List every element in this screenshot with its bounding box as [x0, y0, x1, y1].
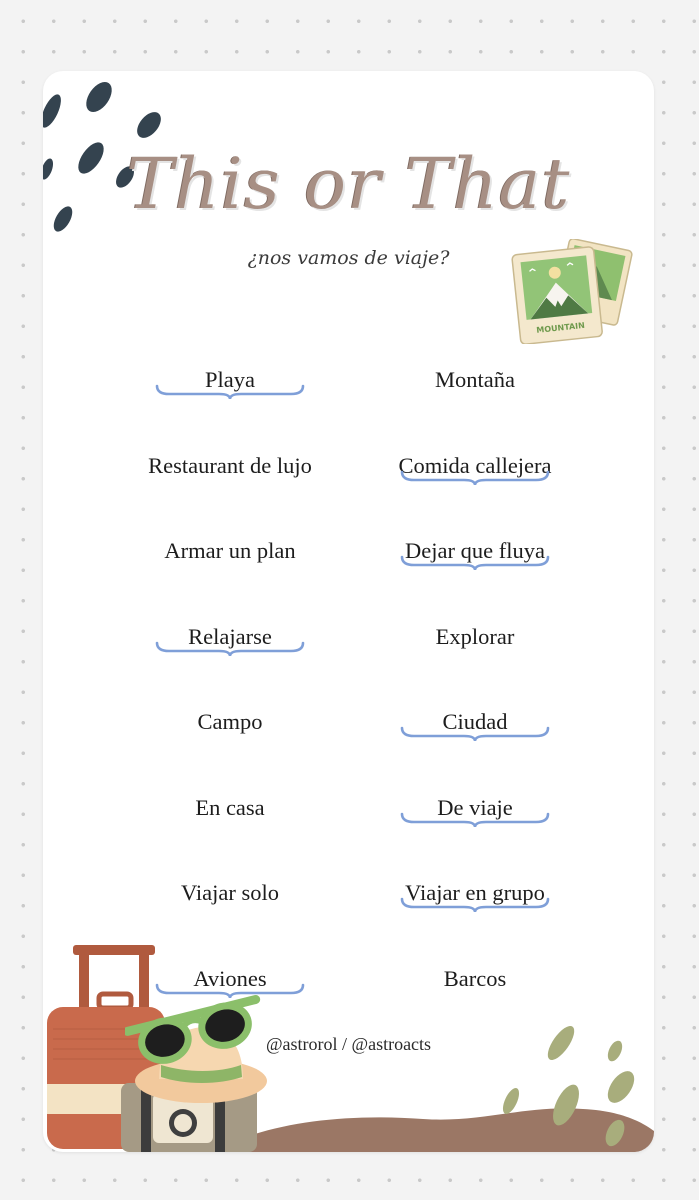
option-left-5[interactable]: Campo — [197, 709, 263, 734]
page-subtitle: ¿nos vamos de viaje? — [247, 247, 450, 269]
option-left-8[interactable]: Aviones — [193, 965, 267, 991]
option-left-3[interactable]: Armar un plan — [164, 538, 296, 563]
selection-brace — [400, 726, 550, 742]
option-right-4[interactable]: Explorar — [435, 623, 515, 649]
credit-handle: @astrorol / @astroacts — [265, 1034, 432, 1054]
option-left-7[interactable]: Viajar solo — [181, 880, 279, 905]
option-right-2[interactable]: Comida callejera — [398, 452, 552, 478]
mountain-photo-sticker — [508, 239, 633, 344]
selection-brace — [400, 897, 550, 913]
page-title: This or That — [126, 143, 571, 225]
option-right-3[interactable]: Dejar que fluya — [405, 538, 545, 563]
option-right-1[interactable]: Montaña — [435, 367, 515, 392]
option-right-5[interactable]: Ciudad — [442, 709, 508, 734]
selection-brace — [400, 812, 550, 828]
sunglasses-icon — [125, 989, 265, 1069]
option-left-2[interactable]: Restaurant de lujo — [148, 452, 312, 478]
selection-brace — [400, 555, 550, 571]
option-left-4[interactable]: Relajarse — [188, 623, 272, 649]
option-right-6[interactable]: De viaje — [437, 794, 513, 820]
option-left-1[interactable]: Playa — [205, 367, 255, 392]
option-right-7[interactable]: Viajar en grupo — [405, 880, 545, 905]
selection-brace — [155, 641, 305, 657]
selection-brace — [400, 470, 550, 486]
option-left-6[interactable]: En casa — [195, 794, 265, 820]
selection-brace — [155, 384, 305, 400]
story-card — [43, 71, 654, 1152]
sticker-label: MOUNTAIN — [535, 320, 586, 335]
option-right-8[interactable]: Barcos — [443, 965, 507, 991]
